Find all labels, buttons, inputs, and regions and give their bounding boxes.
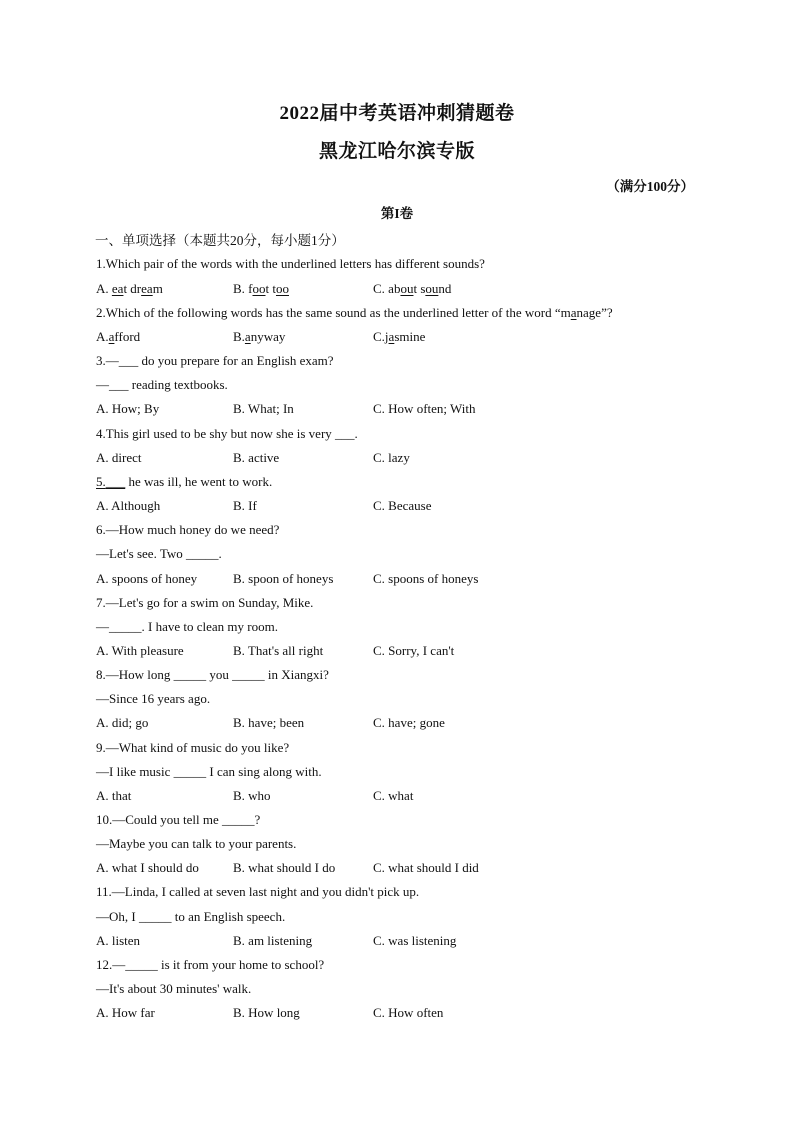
option-c: C. How often; With [373,401,476,416]
question-10-stem: 10.—Could you tell me _____? [96,812,261,827]
option-b: B. active [233,450,280,465]
option-c: C. Sorry, I can't [373,643,455,658]
section-heading: 一、单项选择（本题共20分，每小题1分） [95,233,345,248]
question-6-stem: 6.—How much honey do we need? [96,522,280,537]
question-9-options [96,788,696,804]
question-3-reply: —___ reading textbooks. [96,377,228,392]
option-a: A. spoons of honey [96,571,198,586]
option-b: B. have; been [233,715,305,730]
question-11-stem: 11.—Linda, I called at seven last night and you didn't pick up. [96,884,420,899]
option-a: A.afford [96,329,141,344]
question-11-reply: —Oh, I _____ to an English speech. [96,909,286,924]
option-c: C. lazy [373,450,410,465]
question-10-reply: —Maybe you can talk to your parents. [96,836,297,851]
question-7-reply: —_____. I have to clean my room. [96,619,278,634]
option-a: A. eat dream [96,281,163,296]
question-10-options [96,860,696,876]
question-4-options [96,450,696,466]
question-8-stem: 8.—How long _____ you _____ in Xiangxi? [96,667,329,682]
option-b: B. What; In [233,401,294,416]
question-8-reply: —Since 16 years ago. [96,691,211,706]
option-b: B. How long [233,1005,300,1020]
option-b: B. If [233,498,257,513]
option-c: C. what should I did [373,860,479,875]
exam-title: 2022届中考英语冲刺猜题卷 [279,103,515,124]
option-a: A. Although [96,498,161,513]
option-c: C. about sound [373,281,452,296]
option-a: A. direct [96,450,142,465]
exam-subtitle: 黑龙江哈尔滨专版 [318,141,475,162]
option-c: C.jasmine [373,329,426,344]
option-b: B. who [233,788,271,803]
option-c: C. Because [373,498,432,513]
full-score: （满分100分） [606,179,694,194]
question-12-reply: —It's about 30 minutes' walk. [96,981,252,996]
option-a: A. what I should do [96,860,199,875]
option-a: A. How; By [96,401,160,416]
option-b: B. That's all right [233,643,324,658]
volume-label: 第I卷 [380,206,414,221]
question-5-options [96,498,696,514]
question-1-stem: 1.Which pair of the words with the underlined letters has different sounds? [96,256,485,271]
question-6-reply: —Let's see. Two _____. [96,546,222,561]
question-3-options [96,401,696,417]
option-b: B. am listening [233,933,313,948]
question-11-options [96,933,696,949]
option-b: B.anyway [233,329,286,344]
question-7-options [96,643,696,659]
question-12-options [96,1005,696,1021]
option-c: C. was listening [373,933,457,948]
question-2-options [96,329,696,345]
option-a: A. With pleasure [96,643,184,658]
question-2-stem: 2.Which of the following words has the same sound as the underlined letter of the word “manage”? [96,305,613,320]
option-a: A. listen [96,933,141,948]
option-b: B. spoon of honeys [233,571,334,586]
question-12-stem: 12.—_____ is it from your home to school? [96,957,325,972]
question-6-options [96,571,696,587]
question-5-stem: 5.___ he was ill, he went to work. [96,474,273,489]
question-8-options [96,715,696,731]
question-3-stem: 3.—___ do you prepare for an English exam? [96,353,334,368]
option-c: C. have; gone [373,715,445,730]
question-7-stem: 7.—Let's go for a swim on Sunday, Mike. [96,595,314,610]
option-a: A. How far [96,1005,155,1020]
option-a: A. that [96,788,132,803]
question-9-stem: 9.—What kind of music do you like? [96,740,290,755]
option-c: C. spoons of honeys [373,571,479,586]
option-b: B. what should I do [233,860,336,875]
option-b: B. foot too [233,281,289,296]
option-a: A. did; go [96,715,149,730]
question-1-options [96,281,696,297]
option-c: C. what [373,788,414,803]
question-4-stem: 4.This girl used to be shy but now she is very ___. [96,426,358,441]
option-c: C. How often [373,1005,444,1020]
question-9-reply: —I like music _____ I can sing along with. [96,764,322,779]
